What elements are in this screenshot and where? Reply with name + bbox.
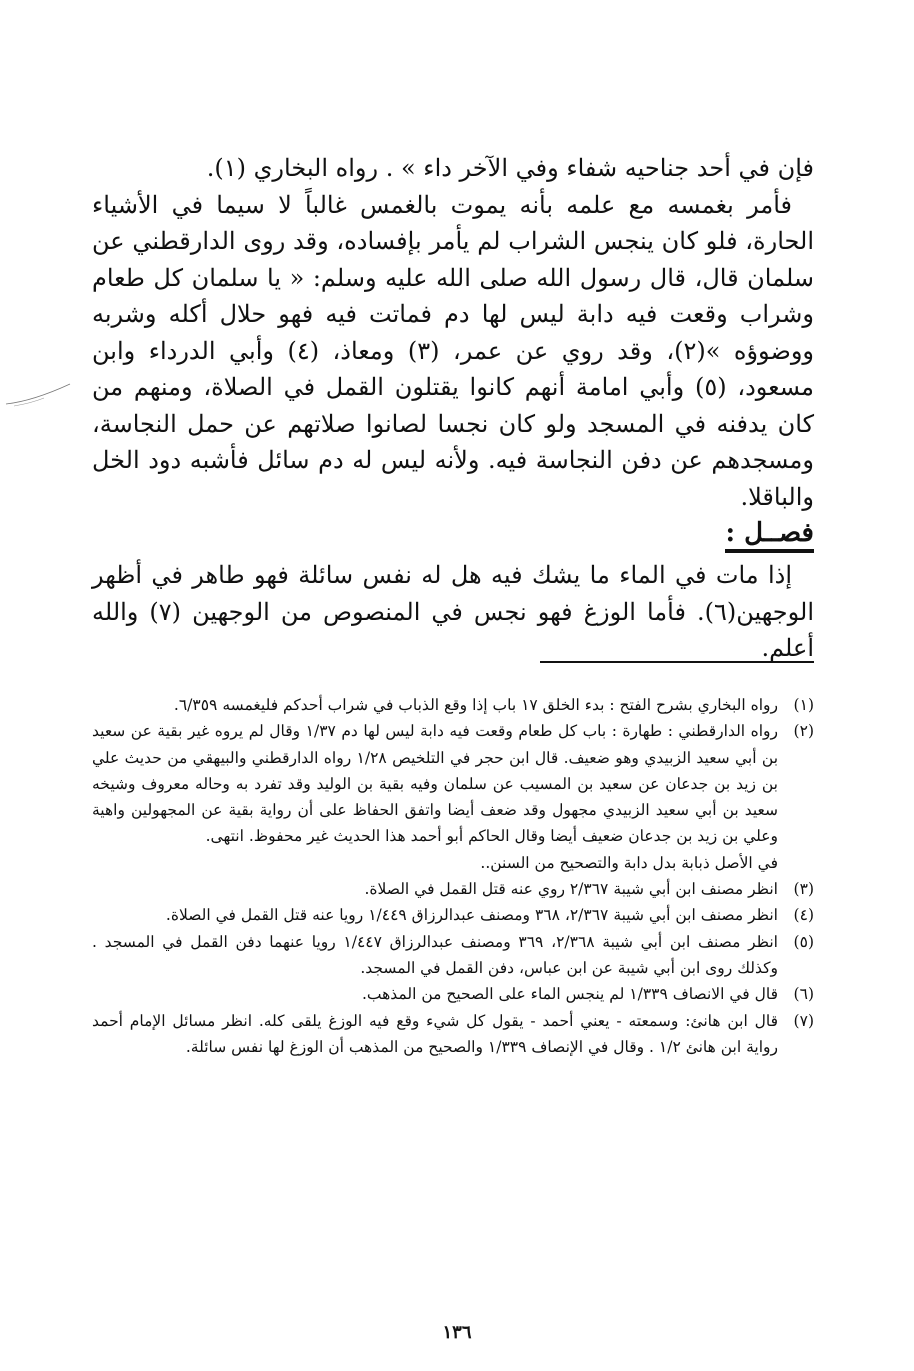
page-number: ١٣٦ bbox=[442, 1322, 472, 1343]
footnote-item bbox=[92, 981, 814, 1007]
footnote-text: انظر مصنف ابن أبي شيبة ٢/٣٦٧، ٣٦٨ ومصنف عبدالرزاق ١/٤٤٩ رويا عنه قتل القمل في الصلاة. bbox=[165, 906, 778, 925]
footnote-number: (٢) bbox=[793, 722, 814, 741]
footnote-number: (٤) bbox=[793, 906, 814, 925]
main-text bbox=[92, 150, 814, 667]
footnote-text: انظر مصنف ابن أبي شيبة ٢/٣٦٧ روي عنه قتل القمل في الصلاة. bbox=[364, 880, 778, 899]
footnote-text: قال في الانصاف ١/٣٣٩ لم ينجس الماء على الصحيح من المذهب. bbox=[361, 985, 778, 1004]
footnote-text: انظر مصنف ابن أبي شيبة ٢/٣٦٨، ٣٦٩ ومصنف عبدالرزاق ١/٤٤٧ رويا عنهما دفن القمل في المسجد . وكذلك روى ابن أبي شيبة عن ابن عباس، دفن القمل في المسجد. bbox=[92, 932, 778, 977]
footnote-extra-note: في الأصل ذبابة بدل دابة والتصحيح من السنن.. bbox=[480, 853, 778, 872]
main-paragraph: فأمر بغمسه مع علمه بأنه يموت بالغمس غالباً لا سيما في الأشياء الحارة، فلو كان ينجس الشراب لم يأمر بإفساده، وقد روى الدارقطني عن سلمان قال، قال رسول الله صلى الله عليه وسلم: « يا سلمان كل طعام وشراب وقعت فيه دابة ليس لها دم فماتت فيه فهو حلال أكله وشربه ووضوؤه »(٢)، وقد روي عن عمر، (٣) ومعاذ، (٤) وأبي الدرداء وابن مسعود، (٥) وأبي امامة أنهم كانوا يقتلون القمل في الصلاة، ومنهم من كان يدفنه في المسجد ولو كان نجسا لصانوا صلاتهم عن حمل النجاسة، ومسجدهم عن دفن النجاسة فيه. ولأنه ليس له دم سائل فأشبه دود الخل والباقلا. bbox=[92, 190, 815, 511]
section-heading bbox=[92, 515, 814, 551]
footnote-text: قال ابن هانئ: وسمعته - يعني أحمد - يقول كل شيء وقع فيه الوزغ يلقى كله. انظر مسائل الإمام أحمد رواية ابن هانئ ١/٢ . وقال في الإنصاف ١/٣٣٩ والصحيح من المذهب أن الوزغ لها نفس سائلة. bbox=[92, 1011, 778, 1056]
section-heading-label: فصــل : bbox=[725, 518, 814, 553]
footnote-number: (٦) bbox=[793, 985, 814, 1004]
main-paragraph: فإن في أحد جناحيه شفاء وفي الآخر داء » . رواه البخاري (١). bbox=[206, 154, 814, 182]
footnote-number: (٥) bbox=[793, 932, 814, 951]
footnote-separator bbox=[540, 661, 814, 663]
footnotes bbox=[92, 692, 814, 1060]
footnote-text: رواه البخاري بشرح الفتح : بدء الخلق ١٧ باب إذا وقع الذباب في شراب أحدكم فليغمسه ٦/٣٥٩. bbox=[173, 696, 778, 714]
footnote-item bbox=[92, 929, 814, 982]
footnote-number: (٣) bbox=[793, 880, 814, 899]
footnote-text bbox=[92, 718, 778, 876]
footnote-item bbox=[92, 876, 814, 902]
footnote-number: (٧) bbox=[793, 1011, 814, 1030]
footnote-number: (١) bbox=[793, 696, 814, 714]
footnote-body: رواه الدارقطني : طهارة : باب كل طعام وقعت فيه دابة ليس لها دم ١/٣٧ وقال لم يروه غير بقية عن سعيد بن أبي سعيد الزبيدي وهو ضعيف. قال ابن حجر في التلخيص ١/٢٨ رواه الدارقطني والبيهقي من حديث علي بن زيد بن جدعان عن سعيد بن المسيب عن سلمان وفيه بقية بن الوليد وقد تفرد به وحاله معروف وشيخه سعيد بن أبي سعيد الزبيدي مجهول وقد ضعف أيضا واتفق الحفاظ على أن رواية بقية عن المجهولين واهية وعلي بن زيد بن جدعان ضعيف أيضا وقال الحاكم أبو أحمد هذا الحديث غير محفوظ. انتهى. bbox=[92, 722, 779, 846]
footnote-item bbox=[92, 692, 814, 718]
footnote-item bbox=[92, 718, 814, 876]
section-paragraph: إذا مات في الماء ما يشك فيه هل له نفس سائلة فهو طاهر في أظهر الوجهين(٦). فأما الوزغ فهو نجس في المنصوص من الوجهين (٧) والله أعلم. bbox=[92, 561, 814, 662]
margin-pen-mark bbox=[4, 380, 74, 410]
footnote-item bbox=[92, 902, 814, 928]
footnote-item bbox=[92, 1008, 814, 1061]
